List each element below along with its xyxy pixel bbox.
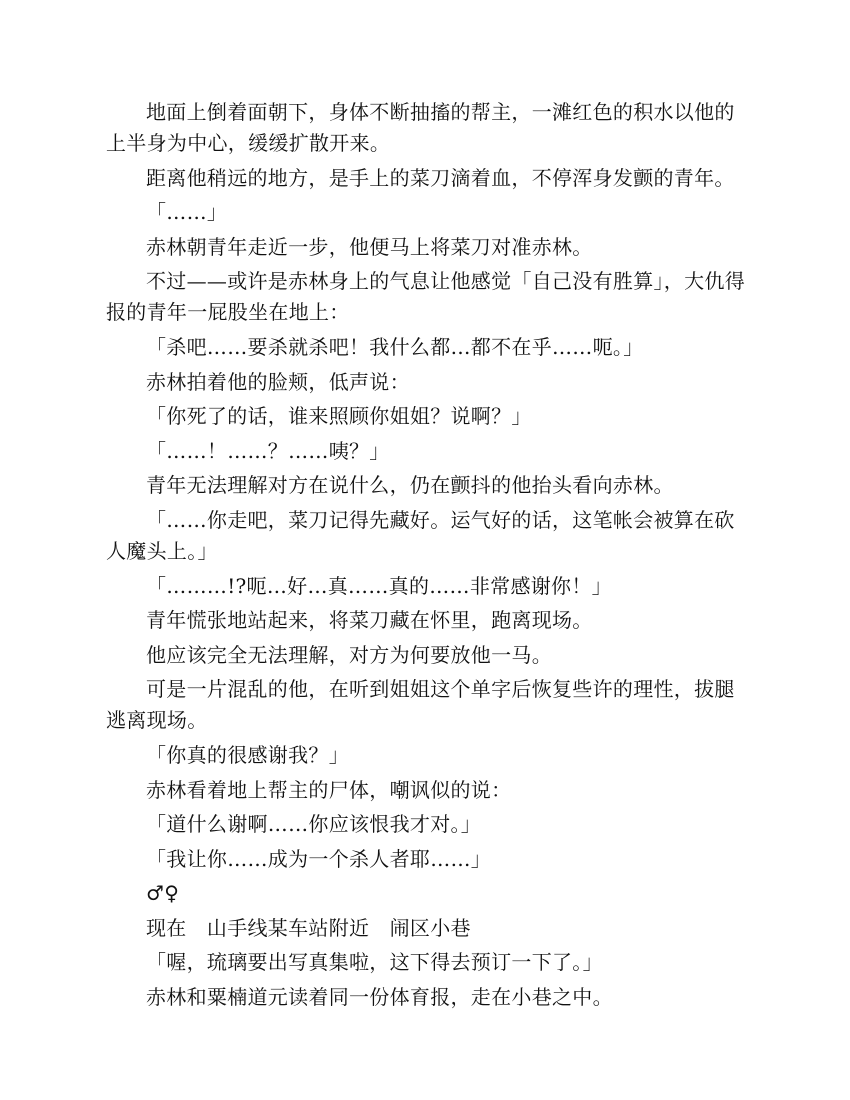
paragraph: 赤林拍着他的脸颊，低声说： <box>146 369 410 394</box>
paragraph: 青年无法理解对方在说什么，仍在颤抖的他抬头看向赤林。 <box>146 473 674 498</box>
paragraph: 地面上倒着面朝下，身体不断抽搐的帮主，一滩红色的积水以他的上半身为中心，缓缓扩散开来。 <box>106 100 735 155</box>
paragraph: 「我让你……成为一个杀人者耶……」 <box>146 846 492 871</box>
paragraph: 「……你走吧，菜刀记得先藏好。运气好的话，这笔帐会被算在砍人魔头上。」 <box>106 507 735 563</box>
paragraph: 「……」 <box>146 200 228 225</box>
paragraph: 赤林看着地上帮主的尸体，嘲讽似的说： <box>146 777 512 802</box>
paragraph: 「喔，琉璃要出写真集啦，这下得去预订一下了。」 <box>146 950 603 975</box>
paragraph: 「杀吧……要杀就杀吧！我什么都…都不在乎……呃。」 <box>146 334 644 359</box>
paragraph: 赤林朝青年走近一步，他便马上将菜刀对准赤林。 <box>146 234 593 259</box>
paragraph: 不过——或许是赤林身上的气息让他感觉「自己没有胜算」，大仇得报的青年一屁股坐在地上： <box>106 269 745 325</box>
paragraph: 距离他稍远的地方，是手上的菜刀滴着血，不停浑身发颤的青年。 <box>146 165 735 190</box>
paragraph: 「道什么谢啊……你应该恨我才对。」 <box>146 812 482 837</box>
paragraph: 青年慌张地站起来，将菜刀藏在怀里，跑离现场。 <box>146 608 593 633</box>
paragraph: 可是一片混乱的他，在听到姐姐这个单字后恢复些许的理性，拔腿逃离现场。 <box>106 677 735 733</box>
paragraph: 他应该完全无法理解，对方为何要放他一马。 <box>146 642 552 667</box>
paragraph: 「……！……？……咦？」 <box>146 438 390 463</box>
paragraph: 「你死了的话，谁来照顾你姐姐？说啊？」 <box>146 404 532 429</box>
paragraph: 赤林和粟楠道元读着同一份体育报，走在小巷之中。 <box>146 985 613 1010</box>
scene-break-symbol: ♂♀ <box>146 881 180 906</box>
document-body <box>106 97 746 1017</box>
paragraph: 「你真的很感谢我？」 <box>146 742 349 767</box>
scene-heading: 现在 山手线某车站附近 闹区小巷 <box>146 915 471 940</box>
paragraph: 「………!?呃…好…真……真的……非常感谢你！」 <box>146 573 612 598</box>
